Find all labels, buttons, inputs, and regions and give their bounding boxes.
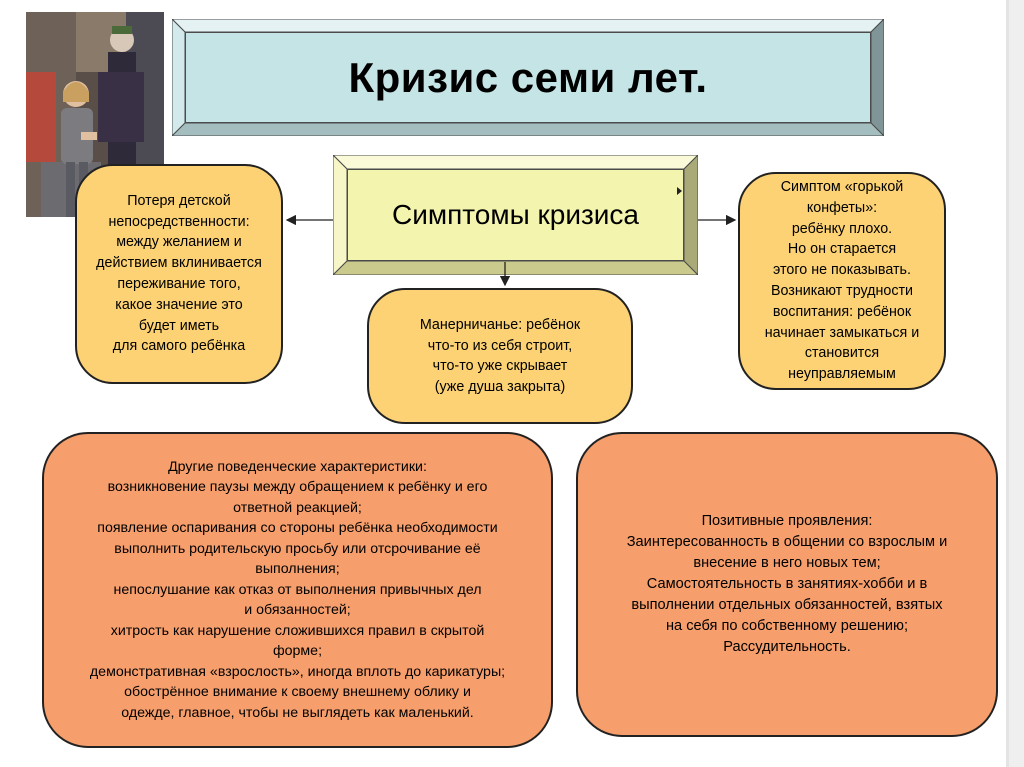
symptom-box-lost-spontaneity [75,164,283,384]
text-line: Заинтересованность в общении со взрослым и [626,534,948,550]
text-line: Возникают трудности [770,283,914,299]
text-line: выполнить родительскую просьбу или отсрочивание её [114,540,481,557]
positive-manifestations-box [576,432,998,737]
text-line: внесение в него новых тем; [693,555,881,571]
title-frame [172,19,884,136]
text-line: непосредственности: [108,213,250,230]
other-behaviour-box [42,432,553,748]
text-line: (уже душа закрыта) [434,378,566,395]
text-line: что-то из себя строит, [427,337,573,354]
text-line: возникновение паузы между обращением к ребёнку и его [107,479,488,496]
text-line: становится [804,345,880,362]
text-line: какое значение это [115,296,243,313]
text-line: будет иметь [138,317,220,334]
text-line: непослушание как отказ от выполнения привычных дел [113,581,482,598]
text-line: для самого ребёнка [112,338,246,355]
text-line: неуправляемым [788,366,896,383]
text-line: переживание того, [117,276,241,292]
text-line: Манерничанье: ребёнок [419,317,581,333]
text-line: Самостоятельность в занятиях-хобби и в [646,576,928,592]
symptoms-frame [333,155,698,275]
text-line: начинает замыкаться и [764,324,920,341]
page-title: Кризис семи лет. [348,53,708,101]
text-line: обострённое внимание к своему внешнему облику и [124,684,471,701]
text-line: что-то уже скрывает [432,358,568,374]
text-line: форме; [272,643,323,660]
text-line: действием вклинивается [96,255,262,272]
text-line: одежде, главное, чтобы не выглядеть как маленький. [121,704,474,721]
text-line: на себя по собственному решению; [665,618,909,634]
text-line: демонстративная «взрослость», иногда вплоть до карикатуры; [89,663,506,680]
symptoms-label: Симптомы кризиса [391,199,640,230]
text-line: выполнения; [255,561,340,578]
text-line: выполнении отдельных обязанностей, взятых [631,597,943,613]
text-line: ответной реакцией; [233,499,362,516]
text-line: появление оспаривания со стороны ребёнка необходимости [97,520,498,537]
text-line: Позитивные проявления: [701,513,873,529]
text-line: Потеря детской [127,192,231,209]
text-line: Рассудительность. [723,639,851,655]
text-line: Но он старается [787,241,897,258]
pointer-icon [677,187,682,195]
symptom-box-bitter-candy [738,172,946,390]
symptom-box-mannerism [367,288,633,424]
text-line: Другие поведенческие характеристики: [168,458,427,475]
text-line: и обязанностей; [244,602,351,619]
text-line: этого не показывать. [773,262,911,279]
text-line: ребёнку плохо. [791,220,893,237]
text-line: хитрость как нарушение сложившихся правил в скрытой [110,622,485,639]
text-line: воспитания: ребёнок [772,303,912,320]
text-line: конфеты»: [806,199,878,216]
text-line: между желанием и [116,234,242,251]
text-line: Симптом «горькой [780,179,904,196]
